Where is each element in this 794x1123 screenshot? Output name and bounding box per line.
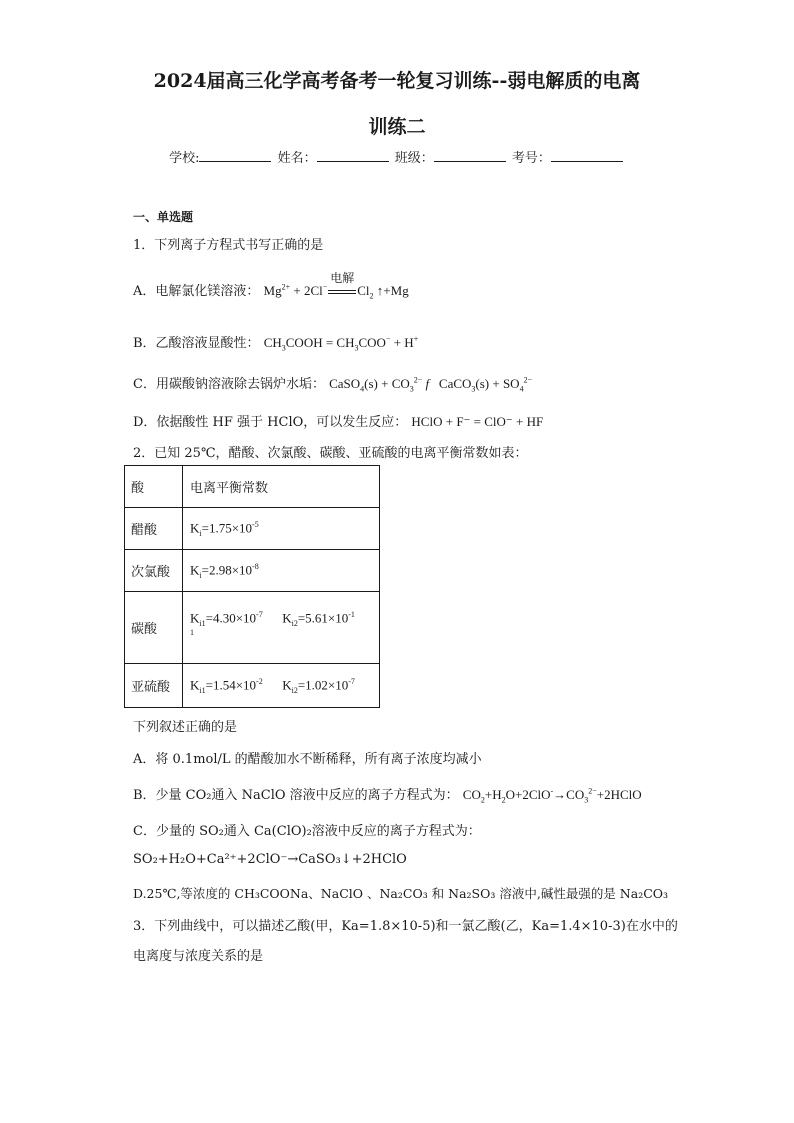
table-row — [125, 508, 380, 550]
table-row — [125, 592, 380, 664]
q3-stem-line2: 电离度与浓度关系的是 — [133, 949, 264, 964]
q1-option-c[interactable] — [133, 373, 532, 394]
q1-b-equation: $CH_3COOH = CH_3COO^- + H^+$ — [263, 334, 419, 353]
school-label: 学校: — [169, 151, 200, 166]
ionization-constant-table — [124, 465, 380, 708]
q1-option-b[interactable] — [133, 332, 418, 353]
table-row — [125, 664, 380, 708]
q1-option-a[interactable] — [133, 271, 409, 301]
page-title-line1: 2024届高三化学高考备考一轮复习训练--弱电解质的电离 — [153, 70, 641, 92]
acid-constant: $K_i=1.75\times 10^{-5}$ — [183, 508, 380, 550]
school-blank[interactable] — [199, 149, 271, 162]
acid-name: 次氯酸 — [125, 550, 183, 592]
q2-ask: 下列叙述正确的是 — [133, 720, 238, 735]
q1-c-label: C．用碳酸钠溶液除去锅炉水垢： — [133, 377, 325, 392]
acid-constant: $K_{i1}=4.30\times 10^{-7}$ $K_{i2}=5.61\times 10^{-1}$ $^1$ — [183, 592, 380, 664]
exam-no-blank[interactable] — [551, 149, 623, 162]
q1-a-label: A．电解氯化镁溶液： — [133, 284, 260, 299]
class-blank[interactable] — [434, 149, 506, 162]
name-blank[interactable] — [317, 149, 389, 162]
electrolysis-arrow — [327, 271, 357, 299]
q1-c-equation: CaSO$_4$(s) + $CO_3^{2-}$ f CaCO$_3$(s) + $SO_4^{2-}$ — [329, 375, 533, 394]
q1-d-label: D．依据酸性 HF 强于 HClO，可以发生反应： — [133, 415, 408, 430]
q1-option-d[interactable] — [133, 411, 543, 430]
electrolysis-condition: 电解 — [330, 271, 355, 285]
student-info-row — [0, 147, 794, 166]
table-header-acid: 酸 — [125, 466, 183, 508]
q2-option-c-equation: SO₂+H₂O+Ca²⁺+2ClO⁻→CaSO₃↓+2HClO — [133, 852, 407, 867]
q2-b-equation: $CO_2+H_2O+2ClO^-\to CO_3^{2-}+2HClO$ — [462, 786, 642, 805]
page-title-line2: 训练二 — [368, 116, 426, 138]
q2-b-label: B．少量 CO₂通入 NaClO 溶液中反应的离子方程式为： — [133, 788, 459, 803]
acid-name: 碳酸 — [125, 592, 183, 664]
q2-stem: 2．已知 25℃，醋酸、次氯酸、碳酸、亚硫酸的电离平衡常数如表： — [133, 446, 528, 461]
section-heading: 一、单选题 — [133, 210, 194, 224]
acid-constant: $K_i=2.98\times 10^{-8}$ — [183, 550, 380, 592]
table-row — [125, 550, 380, 592]
q1-d-equation: HClO + F⁻ = ClO⁻ + HF — [411, 414, 544, 429]
acid-name: 亚硫酸 — [125, 664, 183, 708]
q1-stem: 1．下列离子方程式书写正确的是 — [133, 238, 324, 253]
exam-no-label: 考号： — [511, 151, 551, 166]
q3-stem-line1: 3．下列曲线中，可以描述乙酸(甲，Ka=1.8×10-5)和一氯乙酸(乙，Ka=1.4×10-3)在水中的 — [133, 919, 678, 934]
q2-option-d[interactable]: D.25℃,等浓度的 CH₃COONa、NaClO 、Na₂CO₃ 和 Na₂SO₃ 溶液中,碱性最强的是 Na₂CO₃ — [133, 886, 669, 901]
q1-b-label: B．乙酸溶液显酸性： — [133, 336, 260, 351]
q2-option-a[interactable]: A．将 0.1mol/L 的醋酸加水不断稀释，所有离子浓度均减小 — [133, 752, 482, 767]
class-label: 班级： — [394, 151, 434, 166]
table-header-constant: 电离平衡常数 — [183, 466, 380, 508]
q2-option-c[interactable]: C．少量的 SO₂通入 Ca(ClO)₂溶液中反应的离子方程式为： — [133, 824, 481, 839]
q1-a-equation: $Mg^{2+} + 2Cl^-$ 电解 $Cl_2$ ↑+Mg — [263, 271, 409, 301]
name-label: 姓名： — [277, 151, 317, 166]
acid-constant: $K_{i1}=1.54\times 10^{-2}$ $K_{i2}=1.02\times 10^{-7}$ — [183, 664, 380, 708]
table-header-row — [125, 466, 380, 508]
acid-name: 醋酸 — [125, 508, 183, 550]
q2-option-b[interactable] — [133, 784, 642, 805]
